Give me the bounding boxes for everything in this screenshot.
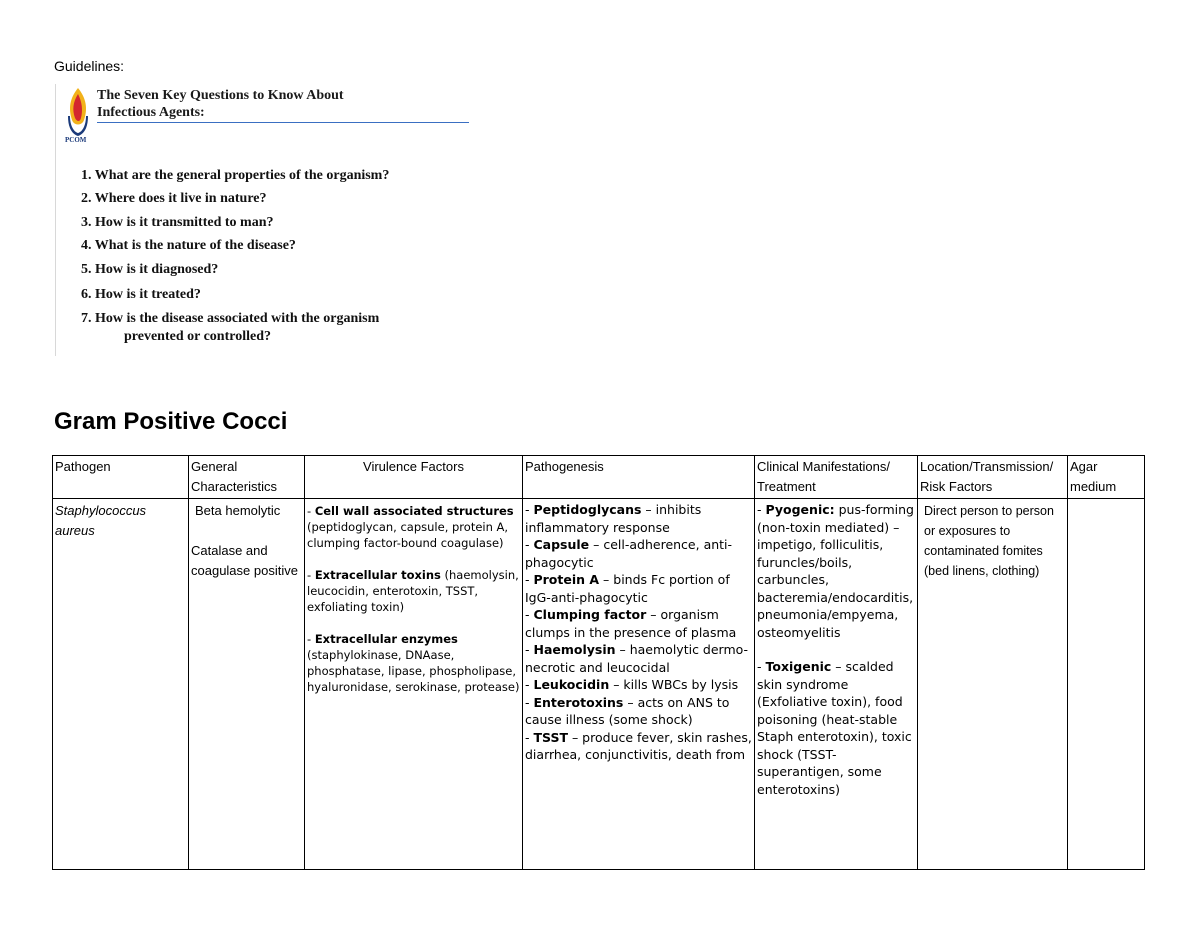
question-item: 2. Where does it live in nature? (81, 191, 267, 206)
pathogen-table (52, 455, 1145, 870)
virulence-item: - Extracellular toxins (haemolysin, leucocidin, enterotoxin, TSST, exfoliating toxin) (307, 568, 519, 614)
guide-title (97, 87, 344, 121)
virulence-item: - Extracellular enzymes (staphylokinase, DNAase, phosphatase, lipase, phospholipase, hyaluronidase, serokinase, protease) (307, 632, 520, 694)
question-item: 7. How is the disease associated with the organism (81, 311, 380, 326)
guidelines-label: Guidelines: (54, 58, 125, 74)
question-item: 3. How is it transmitted to man? (81, 215, 274, 230)
virulence-item: - Cell wall associated structures (peptidoglycan, capsule, protein A, clumping factor-bound coagulase) (307, 504, 514, 550)
header-clinical: Clinical Manifestations/ Treatment (755, 456, 918, 499)
section-title: Gram Positive Cocci (54, 408, 288, 435)
pathogen-name: Staphylococcus aureus (55, 503, 147, 538)
header-general: General Characteristics (189, 456, 305, 499)
guide-title-line2: Infectious Agents: (97, 105, 205, 120)
seven-questions-figure (55, 84, 486, 356)
pathogenesis-item: - Peptidoglycans – inhibits inflammatory response (525, 502, 702, 535)
header-virulence: Virulence Factors (305, 456, 523, 499)
header-pathogen: Pathogen (53, 456, 189, 499)
cell-clinical (755, 499, 918, 870)
pathogenesis-item: - Capsule – cell-adherence, anti-phagocytic (525, 537, 733, 570)
logo-text: PCOM (65, 136, 87, 144)
pathogenesis-item: - TSST – produce fever, skin rashes, diarrhea, conjunctivitis, death from (525, 729, 752, 762)
question-item: 6. How is it treated? (81, 287, 201, 302)
general-enzymes: Catalase and coagulase positive (191, 543, 298, 578)
cell-pathogen (53, 499, 189, 870)
table-row (53, 499, 1145, 870)
cell-virulence (305, 499, 523, 870)
pathogenesis-item: - Protein A – binds Fc portion of IgG-anti-phagocytic (525, 572, 730, 605)
cell-pathogenesis (523, 499, 755, 870)
header-agar: Agar medium (1068, 456, 1145, 499)
header-location: Location/Transmission/ Risk Factors (918, 456, 1068, 499)
question-item: 5. How is it diagnosed? (81, 262, 219, 277)
header-pathogenesis: Pathogenesis (523, 456, 755, 499)
cell-general (189, 499, 305, 870)
pathogenesis-item: - Enterotoxins – acts on ANS to cause illness (some shock) (525, 694, 730, 727)
pathogenesis-item: - Clumping factor – organism clumps in the presence of plasma (525, 607, 737, 640)
title-underline (97, 122, 469, 123)
location-text: Direct person to person or exposures to contaminated fomites (bed linens, clothing) (924, 504, 1054, 578)
cell-location (918, 499, 1068, 870)
pathogenesis-item: - Haemolysin – haemolytic dermo-necrotic and leucocidal (525, 642, 749, 675)
question-item-continued: prevented or controlled? (124, 329, 271, 344)
clinical-item: - Pyogenic: pus-forming (non-toxin mediated) – impetigo, folliculitis, furuncles/boils, carbuncles, bacteremia/endocarditis, pneumonia/empyema, osteomyelitis (757, 502, 914, 640)
guide-title-line1: The Seven Key Questions to Know About (97, 88, 344, 103)
cell-agar (1068, 499, 1145, 870)
question-item: 4. What is the nature of the disease? (81, 238, 296, 253)
clinical-item: - Toxigenic – scalded skin syndrome (Exfoliative toxin), food poisoning (heat-stable Staph enterotoxin), toxic shock (TSST-superantigen, some enterotoxins) (757, 659, 912, 797)
pathogenesis-item: - Leukocidin – kills WBCs by lysis (525, 677, 739, 692)
question-item: 1. What are the general properties of the organism? (81, 168, 390, 183)
general-hemolysis: Beta hemolytic (195, 503, 281, 518)
table-header-row (53, 456, 1145, 499)
